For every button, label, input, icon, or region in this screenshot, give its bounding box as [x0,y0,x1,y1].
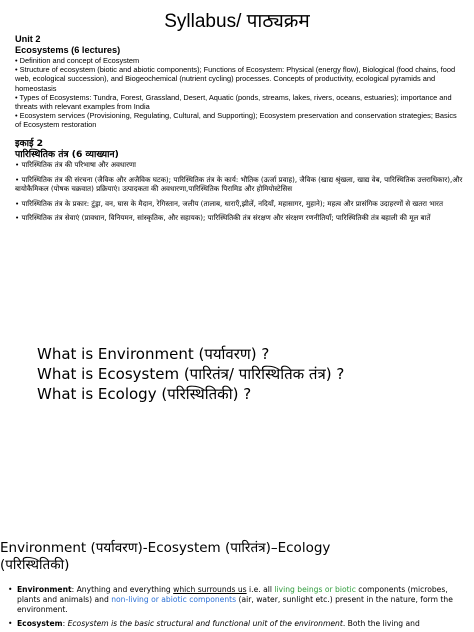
bullet-dot: • [8,585,13,594]
unit-heading: Unit 2 [15,34,41,44]
definitions-slide [0,530,474,632]
questions-slide [0,330,474,530]
ecosystem-text-1: : [62,619,68,628]
question-environment: What is Environment (पर्यावरण) ? [37,345,270,363]
ecosystems-heading: Ecosystems (6 lectures) [15,45,121,55]
environment-text-3: i.e. all [246,585,275,594]
environment-text-5: components (microbes, plants and animals) and [17,585,448,604]
environment-text-1: : Anything and everything [71,585,174,594]
definitions-title-line2: (परिस्थितिकी) [0,557,70,573]
hindi-section [15,138,463,223]
english-point: • Definition and concept of Ecosystem [15,56,140,65]
hindi-point: • पारिस्थितिक तंत्र सेवाएं (प्रावधान, विनियमन, सांस्कृतिक, और सहायक); पारिस्थितिकी तंत्र संरक्षण और संरक्षण रणनीतियाँ; पारिस्थितिकी तंत्र बहाली की मूल बातें [15,213,431,223]
english-point: • Ecosystem services (Provisioning, Regulating, Cultural, and Supporting); Ecosystem preservation and conservation strategies; Basics of Ecosystem restoration [15,111,457,130]
definitions-title [0,540,474,574]
question-ecology: What is Ecology (परिस्थितिकी) ? [37,385,252,403]
ecosystem-definition: Ecosystem is the basic structural and functional unit of the environment [67,619,343,628]
environment-bullet [8,585,468,615]
syllabus-title: Syllabus/ पाठ्यक्रम [164,11,310,32]
definitions-title-line1: Environment (पर्यावरण)-Ecosystem (पारितंत्र)–Ecology [0,540,331,556]
environment-text-2: which surrounds us [173,585,247,594]
environment-text-7: (air, water, sunlight etc.) present in the nature, form the environment. [17,595,453,614]
hindi-ecosystems-heading: पारिस्थितिक तंत्र (6 व्याख्यान) [15,149,119,160]
question-ecosystem: What is Ecosystem (पारितंत्र/ पारिस्थितिक तंत्र) ? [37,365,345,383]
bullet-dot: • [8,619,13,628]
environment-biotic: living beings or biotic [274,585,356,594]
environment-label: Environment [17,585,72,594]
ecosystem-label: Ecosystem [17,619,63,628]
hindi-point: • पारिस्थितिक तंत्र की संरचना (जैविक और अजैविक घटक); पारिस्थितिक तंत्र के कार्य: भौतिक (ऊर्जा प्रवाह), जैविक (खाद्य श्रृंखला, खाद्य वेब, पारिस्थितिक उत्तराधिकार),और बायोकैमिकल (पोषक चक्रवात) प्रक्रियाएं। उत्पादकता की अवधारणा,पारिस्थितिक पिरामिड और होमियोस्टेसिस [15,174,463,194]
ecosystem-bullet [8,619,468,629]
english-section [15,34,463,130]
hindi-point: • पारिस्थितिक तंत्र के प्रकार: टुंड्रा, वन, घास के मैदान, रेगिस्तान, जलीय (तालाब, धाराएँ,झीलें, नदियाँ, महासागर, मुहाने); महत्व और प्रासंगिक उदाहरणों से खतरा भारत [15,198,443,208]
environment-abiotic: non-living or abiotic components [111,595,237,604]
hindi-point: • पारिस्थितिक तंत्र की परिभाषा और अवधारणा [15,160,136,169]
hindi-unit-heading: इकाई 2 [15,138,44,149]
english-point: • Types of Ecosystems: Tundra, Forest, Grassland, Desert, Aquatic (ponds, streams, lakes, rivers, oceans, estuaries); importance and threats with relevant examples from India [15,92,452,112]
english-point: • Structure of ecosystem (biotic and abiotic components); Functions of Ecosystem: Physical (energy flow), Biological (food chains, food web, ecological succession), and Biogeochemical (nutrient cycling) processes. Concepts of productivity, ecological pyramids and homeostasis [15,65,456,93]
ecosystem-text-3: . Both the living and [342,619,420,628]
